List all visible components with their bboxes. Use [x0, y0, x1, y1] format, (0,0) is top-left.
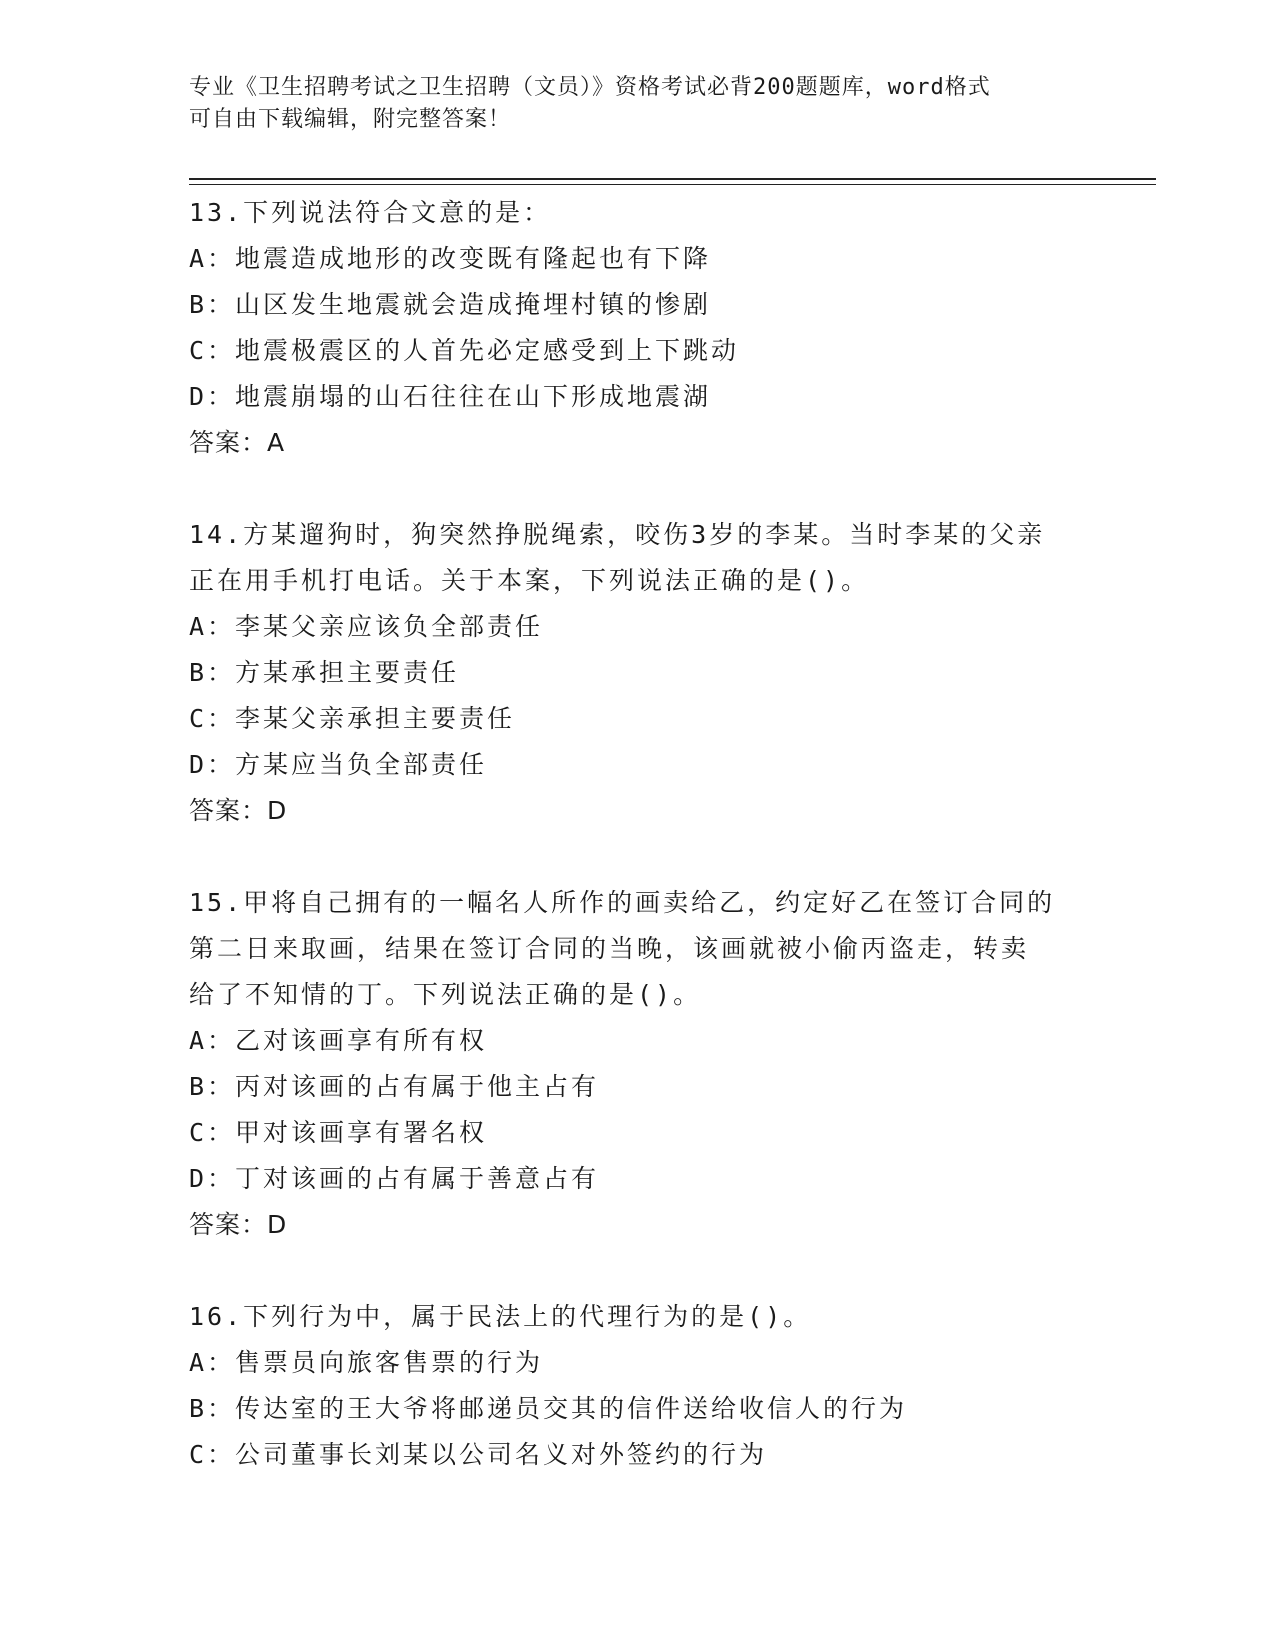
question-stem: 15.甲将自己拥有的一幅名人所作的画卖给乙，约定好乙在签订合同的	[189, 888, 1056, 917]
header-line: 可自由下载编辑，附完整答案！	[189, 107, 512, 132]
question-stem: 13.下列说法符合文意的是：	[189, 198, 552, 227]
question-stem: 正在用手机打电话。关于本案，下列说法正确的是()。	[189, 566, 870, 595]
option-d: D：方某应当负全部责任	[189, 750, 488, 779]
question-item	[189, 512, 1109, 834]
option-a: A：李某父亲应该负全部责任	[189, 612, 544, 641]
question-item	[189, 1294, 1109, 1478]
option-a: A：地震造成地形的改变既有隆起也有下降	[189, 244, 712, 273]
option-c: C：地震极震区的人首先必定感受到上下跳动	[189, 336, 740, 365]
question-stem: 14.方某遛狗时，狗突然挣脱绳索，咬伤3岁的李某。当时李某的父亲	[189, 520, 1046, 549]
option-c: C：李某父亲承担主要责任	[189, 704, 516, 733]
option-a: A：售票员向旅客售票的行为	[189, 1348, 544, 1377]
header-line: 专业《卫生招聘考试之卫生招聘（文员）》资格考试必背200题题库，word格式	[189, 75, 991, 100]
option-d: D：地震崩塌的山石往往在山下形成地震湖	[189, 382, 712, 411]
option-a: A：乙对该画享有所有权	[189, 1026, 488, 1055]
option-d: D：丁对该画的占有属于善意占有	[189, 1164, 600, 1193]
header-divider	[189, 178, 1156, 180]
answer: 答案：D	[189, 796, 288, 825]
question-item	[189, 190, 1109, 466]
header-divider	[189, 184, 1156, 185]
question-list	[189, 190, 1109, 1524]
option-c: C：公司董事长刘某以公司名义对外签约的行为	[189, 1440, 768, 1469]
option-b: B：山区发生地震就会造成掩埋村镇的惨剧	[189, 290, 712, 319]
document-header	[189, 72, 1089, 136]
option-b: B：方某承担主要责任	[189, 658, 460, 687]
question-item	[189, 880, 1109, 1248]
answer: 答案：D	[189, 1210, 288, 1239]
question-stem: 第二日来取画，结果在签订合同的当晚，该画就被小偷丙盗走，转卖	[189, 934, 1030, 963]
question-stem: 给了不知情的丁。下列说法正确的是()。	[189, 980, 702, 1009]
option-b: B：丙对该画的占有属于他主占有	[189, 1072, 600, 1101]
option-c: C：甲对该画享有署名权	[189, 1118, 488, 1147]
option-b: B：传达室的王大爷将邮递员交其的信件送给收信人的行为	[189, 1394, 908, 1423]
question-stem: 16.下列行为中，属于民法上的代理行为的是()。	[189, 1302, 812, 1331]
answer: 答案：A	[189, 428, 286, 457]
